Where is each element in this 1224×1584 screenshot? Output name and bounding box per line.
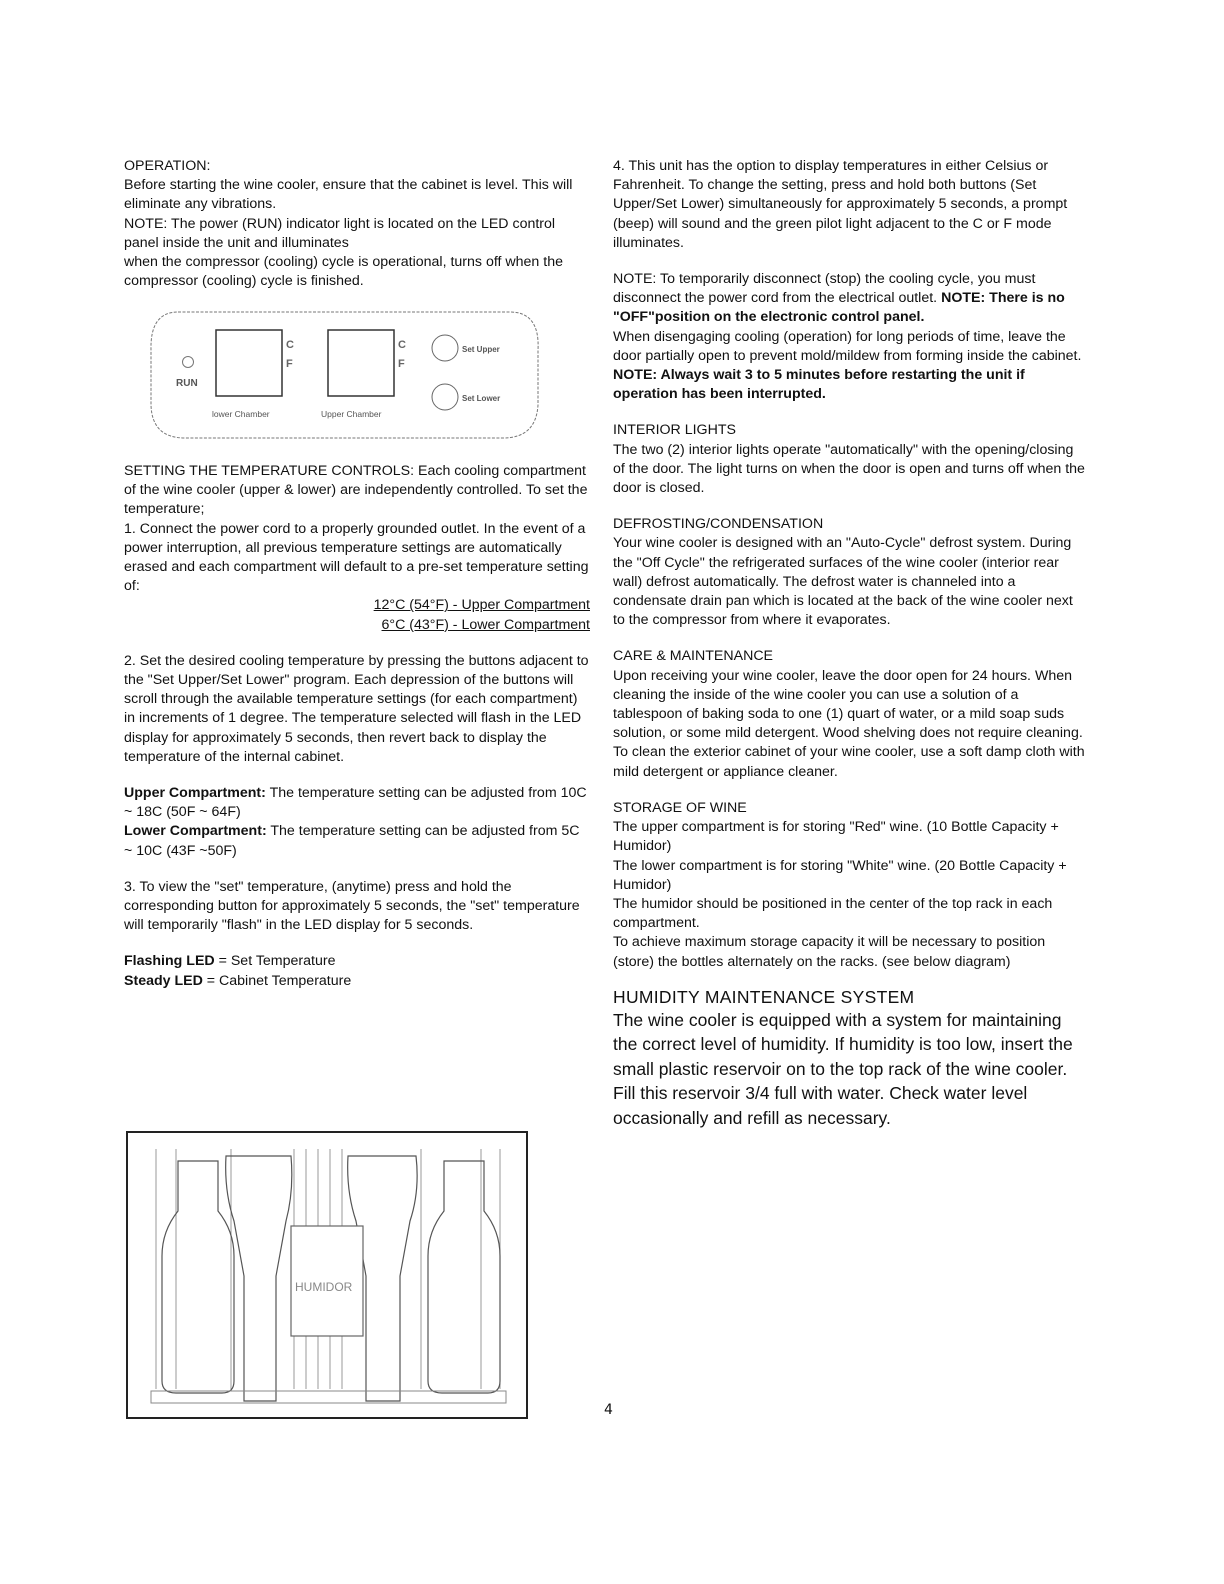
- interior-lights-text: The two (2) interior lights operate "automatically" with the opening/closing of the door. The light turns on when the door is open and turns off when the door is closed.: [613, 441, 1085, 497]
- temperature-section: [124, 462, 590, 991]
- upper-chamber-label: Upper Chamber: [321, 409, 382, 419]
- lower-compartment-label: Lower Compartment:: [124, 823, 267, 840]
- restart-wait-note: NOTE: Always wait 3 to 5 minutes before restarting the unit if operation has been interrupted.: [613, 367, 1025, 403]
- set-upper-label: Set Upper: [462, 345, 500, 354]
- storage-upper: The upper compartment is for storing "Red" wine. (10 Bottle Capacity + Humidor): [613, 819, 1059, 855]
- flashing-led-meaning: = Set Temperature: [218, 953, 336, 970]
- panel-outline: [151, 312, 538, 438]
- lower-compartment-range: The temperature setting can be adjusted from 5C ~ 10C (43F ~50F): [124, 823, 580, 859]
- disconnect-note: NOTE: To temporarily disconnect (stop) the cooling cycle, you must disconnect the power cord from the electrical outlet.: [613, 271, 1036, 307]
- operation-paragraph-3: when the compressor (cooling) cycle is operational, turns off when the compressor (cooling) cycle is finished.: [124, 254, 563, 290]
- care-text: Upon receiving your wine cooler, leave the door open for 24 hours. When cleaning the inside of the wine cooler you can use a solution of a tablespoon of baking soda to one (1) quart of water, or a mild soap suds solution, or some mild detergent. Wood shelving does not require cleaning. To clean the exterior cabinet of your wine cooler, use a soft damp cloth with mild detergent or appliance cleaner.: [613, 667, 1085, 780]
- fahrenheit-label-upper: F: [398, 358, 405, 370]
- unit-display-paragraph: 4. This unit has the option to display temperatures in either Celsius or Fahrenheit. To change the setting, press and hold both buttons (Set Upper/Set Lower) simultaneously for approximately 5 seconds, a prompt (beep) will sound and the green pilot light adjacent to the C or F mode illuminates.: [613, 158, 1068, 251]
- storage-lower: The lower compartment is for storing "White" wine. (20 Bottle Capacity + Humidor): [613, 857, 1067, 893]
- no-off-position-note: NOTE: There is no "OFF"position on the electronic control panel.: [613, 290, 1065, 326]
- page-number: 4: [604, 1402, 613, 1418]
- control-panel-diagram: [148, 310, 540, 440]
- celsius-label-lower: C: [286, 339, 294, 351]
- upper-chamber-display: [328, 330, 394, 396]
- operation-heading: OPERATION:: [124, 158, 211, 174]
- disengaging-note: When disengaging cooling (operation) for long periods of time, leave the door partially open to prevent mold/mildew from forming inside the cabinet.: [613, 328, 1082, 364]
- defrost-heading: DEFROSTING/CONDENSATION: [613, 516, 824, 533]
- fahrenheit-label-lower: F: [286, 358, 293, 370]
- right-column: [613, 157, 1088, 1130]
- steady-led-meaning: = Cabinet Temperature: [206, 972, 352, 989]
- storage-humidor: The humidor should be positioned in the center of the top rack in each compartment.: [613, 895, 1053, 932]
- setting-step-2: 2. Set the desired cooling temperature by pressing the buttons adjacent to the "Set Upper/Set Lower" program. Each depression of the buttons will scroll through the available temperature settings (for each compartment) in increments of 1 degree. The temperature selected will flash in the LED display for approximately 5 seconds, then revert back to display the temperature of the internal cabinet.: [124, 652, 589, 765]
- set-upper-button: [432, 335, 458, 361]
- left-column: [124, 157, 590, 291]
- storage-capacity: To achieve maximum storage capacity it will be necessary to position (store) the bottles alternately on the racks. (see below diagram): [613, 934, 1046, 970]
- humidor-label: HUMIDOR: [295, 1280, 353, 1294]
- operation-note: NOTE: The power (RUN) indicator light is located on the LED control panel inside the unit and illuminates: [124, 215, 556, 251]
- default-temp-lower: 6°C (43°F) - Lower Compartment: [381, 616, 590, 633]
- storage-heading: STORAGE OF WINE: [613, 799, 747, 816]
- interior-lights-heading: INTERIOR LIGHTS: [613, 422, 736, 439]
- care-heading: CARE & MAINTENANCE: [613, 648, 774, 665]
- run-label: RUN: [176, 378, 198, 389]
- default-temp-upper: 12°C (54°F) - Upper Compartment: [373, 597, 590, 614]
- steady-led-label: Steady LED: [124, 972, 203, 989]
- lower-chamber-display: [216, 330, 282, 396]
- setting-step-1: 1. Connect the power cord to a properly grounded outlet. In the event of a power interruption, all previous temperature settings are automatically erased and each compartment will default to a pre-set temperature setting of:: [124, 520, 589, 595]
- setting-step-3: 3. To view the "set" temperature, (anytime) press and hold the corresponding button for approximately 5 seconds, the "set" temperature will temporarily "flash" in the LED display for 5 seconds.: [124, 878, 580, 934]
- humidity-text: The wine cooler is equipped with a system for maintaining the correct level of humidity. If humidity is too low, insert the small plastic reservoir on to the top rack of the wine cooler. Fill this reservoir 3/4 full with water. Check water level occasionally and refill as necessary.: [613, 1009, 1073, 1128]
- celsius-label-upper: C: [398, 339, 406, 351]
- upper-compartment-range: The temperature setting can be adjusted from 10C ~ 18C (50F ~ 64F): [124, 785, 587, 821]
- operation-paragraph-1: Before starting the wine cooler, ensure that the cabinet is level. This will eliminate any vibrations.: [124, 177, 573, 213]
- flashing-led-label: Flashing LED: [124, 953, 215, 970]
- upper-compartment-label: Upper Compartment:: [124, 785, 266, 802]
- lower-chamber-label: lower Chamber: [212, 409, 270, 419]
- set-lower-button: [432, 384, 458, 410]
- bottle-storage-diagram: [126, 1131, 528, 1419]
- defrost-text: Your wine cooler is designed with an "Auto-Cycle" defrost system. During the "Off Cycle" the refrigerated surfaces of the wine cooler (interior rear wall) defrost automatically. The defrost water is channeled into a condensate drain pan which is located at the back of the wine cooler next to the compressor from where it evaporates.: [613, 535, 1073, 629]
- run-indicator-light: [183, 357, 194, 368]
- set-lower-label: Set Lower: [462, 394, 501, 403]
- setting-intro: SETTING THE TEMPERATURE CONTROLS: Each cooling compartment of the wine cooler (upper & lower) are independently controlled. To set the temperature;: [124, 463, 588, 518]
- humidity-heading: HUMIDITY MAINTENANCE SYSTEM: [613, 986, 915, 1007]
